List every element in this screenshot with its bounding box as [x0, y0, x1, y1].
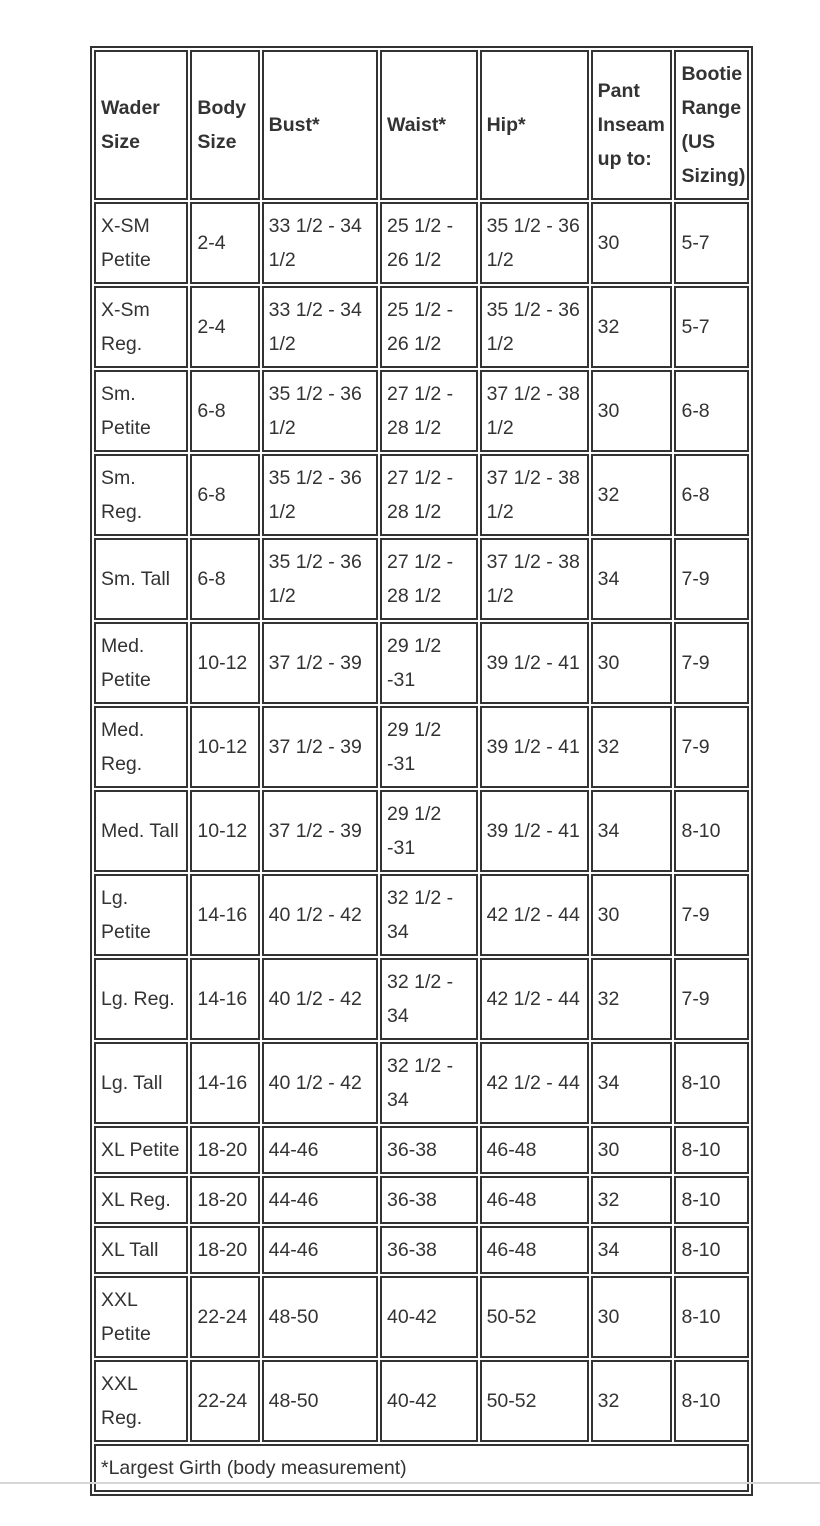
cell-bust: 48-50 [262, 1360, 378, 1442]
cell-body-size: 10-12 [190, 622, 259, 704]
cell-bust: 35 1/2 - 36 1/2 [262, 370, 378, 452]
header-pant-inseam: Pant Inseam up to: [591, 50, 673, 200]
cell-waist: 32 1/2 - 34 [380, 874, 478, 956]
cell-hip: 39 1/2 - 41 [480, 706, 589, 788]
cell-pant-inseam: 30 [591, 1276, 673, 1358]
table-row [94, 1042, 749, 1124]
cell-pant-inseam: 34 [591, 538, 673, 620]
cell-hip: 42 1/2 - 44 [480, 874, 589, 956]
cell-pant-inseam: 34 [591, 790, 673, 872]
cell-bootie-range: 8-10 [674, 1360, 749, 1442]
cell-hip: 39 1/2 - 41 [480, 622, 589, 704]
footnote-row [94, 1444, 749, 1492]
cell-bust: 40 1/2 - 42 [262, 1042, 378, 1124]
header-waist: Waist* [380, 50, 478, 200]
cell-body-size: 10-12 [190, 706, 259, 788]
cell-bust: 35 1/2 - 36 1/2 [262, 454, 378, 536]
cell-bust: 40 1/2 - 42 [262, 958, 378, 1040]
cell-body-size: 22-24 [190, 1360, 259, 1442]
cell-pant-inseam: 32 [591, 958, 673, 1040]
cell-bootie-range: 7-9 [674, 622, 749, 704]
wader-size-table [90, 46, 753, 1496]
cell-waist: 36-38 [380, 1176, 478, 1224]
cell-hip: 50-52 [480, 1276, 589, 1358]
cell-hip: 50-52 [480, 1360, 589, 1442]
cell-hip: 42 1/2 - 44 [480, 1042, 589, 1124]
cell-bust: 35 1/2 - 36 1/2 [262, 538, 378, 620]
footnote: *Largest Girth (body measurement) [94, 1444, 749, 1492]
cell-waist: 29 1/2 -31 [380, 622, 478, 704]
cell-pant-inseam: 30 [591, 1126, 673, 1174]
cell-hip: 46-48 [480, 1226, 589, 1274]
cell-bootie-range: 6-8 [674, 370, 749, 452]
cell-bust: 44-46 [262, 1126, 378, 1174]
cell-bust: 44-46 [262, 1176, 378, 1224]
cell-body-size: 2-4 [190, 202, 259, 284]
cell-wader-size: Med. Tall [94, 790, 188, 872]
cell-pant-inseam: 34 [591, 1042, 673, 1124]
cell-body-size: 14-16 [190, 874, 259, 956]
cell-wader-size: XXL Petite [94, 1276, 188, 1358]
cell-pant-inseam: 34 [591, 1226, 673, 1274]
header-wader-size: Wader Size [94, 50, 188, 200]
cell-bootie-range: 5-7 [674, 286, 749, 368]
cell-bust: 37 1/2 - 39 [262, 706, 378, 788]
cell-hip: 37 1/2 - 38 1/2 [480, 538, 589, 620]
header-row [94, 50, 749, 200]
cell-wader-size: XL Reg. [94, 1176, 188, 1224]
cell-wader-size: Lg. Reg. [94, 958, 188, 1040]
cell-bust: 40 1/2 - 42 [262, 874, 378, 956]
page-divider [0, 1482, 820, 1484]
cell-bootie-range: 7-9 [674, 538, 749, 620]
cell-body-size: 18-20 [190, 1226, 259, 1274]
table-row [94, 1360, 749, 1442]
cell-body-size: 6-8 [190, 538, 259, 620]
cell-hip: 46-48 [480, 1176, 589, 1224]
cell-pant-inseam: 32 [591, 286, 673, 368]
cell-body-size: 14-16 [190, 958, 259, 1040]
cell-bust: 33 1/2 - 34 1/2 [262, 286, 378, 368]
cell-hip: 35 1/2 - 36 1/2 [480, 202, 589, 284]
header-bootie-range: Bootie Range (US Sizing) [674, 50, 749, 200]
cell-body-size: 18-20 [190, 1176, 259, 1224]
cell-body-size: 2-4 [190, 286, 259, 368]
cell-bust: 37 1/2 - 39 [262, 622, 378, 704]
table-row [94, 202, 749, 284]
cell-body-size: 22-24 [190, 1276, 259, 1358]
cell-body-size: 10-12 [190, 790, 259, 872]
table-row [94, 370, 749, 452]
cell-waist: 36-38 [380, 1126, 478, 1174]
cell-bootie-range: 5-7 [674, 202, 749, 284]
cell-wader-size: X-SM Petite [94, 202, 188, 284]
header-body-size: Body Size [190, 50, 259, 200]
cell-waist: 32 1/2 - 34 [380, 1042, 478, 1124]
cell-bootie-range: 7-9 [674, 958, 749, 1040]
cell-bust: 33 1/2 - 34 1/2 [262, 202, 378, 284]
cell-bootie-range: 7-9 [674, 706, 749, 788]
cell-waist: 29 1/2 -31 [380, 790, 478, 872]
cell-hip: 37 1/2 - 38 1/2 [480, 454, 589, 536]
header-hip: Hip* [480, 50, 589, 200]
cell-bootie-range: 8-10 [674, 1176, 749, 1224]
cell-waist: 40-42 [380, 1276, 478, 1358]
cell-hip: 39 1/2 - 41 [480, 790, 589, 872]
table-row [94, 958, 749, 1040]
cell-bootie-range: 8-10 [674, 1126, 749, 1174]
cell-waist: 36-38 [380, 1226, 478, 1274]
cell-bootie-range: 8-10 [674, 790, 749, 872]
cell-pant-inseam: 30 [591, 202, 673, 284]
cell-waist: 29 1/2 -31 [380, 706, 478, 788]
cell-wader-size: Sm. Petite [94, 370, 188, 452]
cell-wader-size: Lg. Tall [94, 1042, 188, 1124]
cell-hip: 42 1/2 - 44 [480, 958, 589, 1040]
cell-pant-inseam: 32 [591, 1360, 673, 1442]
table-row [94, 1126, 749, 1174]
cell-hip: 46-48 [480, 1126, 589, 1174]
table-row [94, 874, 749, 956]
table-row [94, 454, 749, 536]
cell-waist: 32 1/2 - 34 [380, 958, 478, 1040]
header-bust: Bust* [262, 50, 378, 200]
cell-body-size: 6-8 [190, 370, 259, 452]
cell-wader-size: Sm. Reg. [94, 454, 188, 536]
cell-waist: 27 1/2 - 28 1/2 [380, 454, 478, 536]
table-row [94, 1226, 749, 1274]
cell-wader-size: Med. Petite [94, 622, 188, 704]
cell-wader-size: XL Petite [94, 1126, 188, 1174]
table-row [94, 286, 749, 368]
cell-bootie-range: 8-10 [674, 1042, 749, 1124]
cell-wader-size: XL Tall [94, 1226, 188, 1274]
table-row [94, 1276, 749, 1358]
cell-body-size: 18-20 [190, 1126, 259, 1174]
cell-wader-size: Sm. Tall [94, 538, 188, 620]
cell-bootie-range: 6-8 [674, 454, 749, 536]
cell-waist: 25 1/2 - 26 1/2 [380, 286, 478, 368]
cell-wader-size: XXL Reg. [94, 1360, 188, 1442]
cell-bust: 48-50 [262, 1276, 378, 1358]
cell-waist: 27 1/2 - 28 1/2 [380, 538, 478, 620]
cell-bootie-range: 7-9 [674, 874, 749, 956]
cell-body-size: 6-8 [190, 454, 259, 536]
table-row [94, 622, 749, 704]
cell-hip: 37 1/2 - 38 1/2 [480, 370, 589, 452]
cell-bootie-range: 8-10 [674, 1226, 749, 1274]
cell-waist: 25 1/2 - 26 1/2 [380, 202, 478, 284]
size-chart [90, 46, 753, 1496]
cell-wader-size: Med. Reg. [94, 706, 188, 788]
cell-pant-inseam: 32 [591, 706, 673, 788]
cell-body-size: 14-16 [190, 1042, 259, 1124]
cell-waist: 40-42 [380, 1360, 478, 1442]
table-row [94, 706, 749, 788]
table-row [94, 1176, 749, 1224]
cell-pant-inseam: 32 [591, 1176, 673, 1224]
table-row [94, 538, 749, 620]
table-row [94, 790, 749, 872]
cell-hip: 35 1/2 - 36 1/2 [480, 286, 589, 368]
cell-bust: 44-46 [262, 1226, 378, 1274]
cell-bootie-range: 8-10 [674, 1276, 749, 1358]
cell-pant-inseam: 32 [591, 454, 673, 536]
cell-pant-inseam: 30 [591, 874, 673, 956]
cell-pant-inseam: 30 [591, 370, 673, 452]
cell-wader-size: Lg. Petite [94, 874, 188, 956]
cell-pant-inseam: 30 [591, 622, 673, 704]
cell-waist: 27 1/2 - 28 1/2 [380, 370, 478, 452]
cell-bust: 37 1/2 - 39 [262, 790, 378, 872]
cell-wader-size: X-Sm Reg. [94, 286, 188, 368]
